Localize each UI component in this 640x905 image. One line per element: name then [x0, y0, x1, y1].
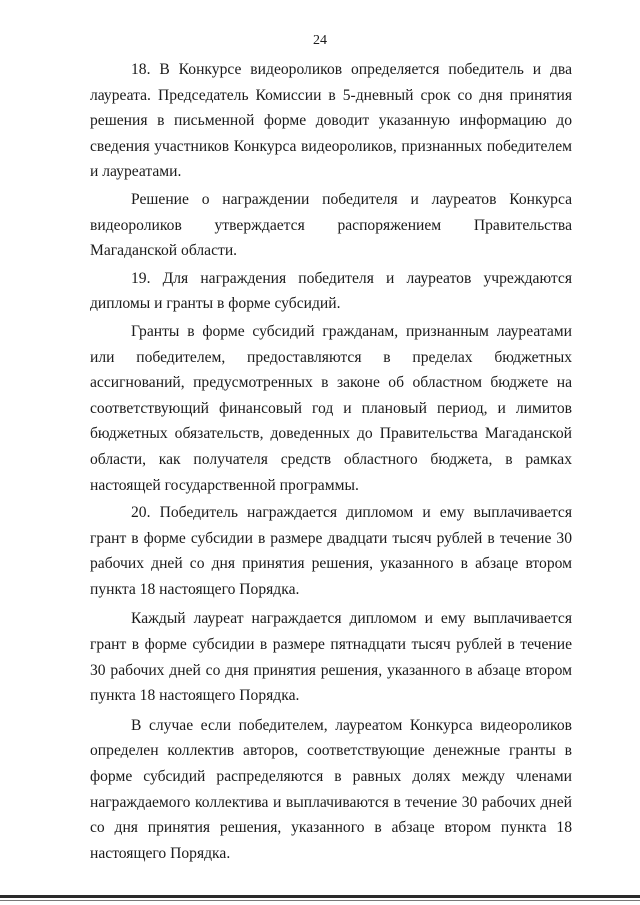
paragraph-18: 18. В Конкурсе видеороликов определяется победитель и два лауреата. Председатель Комиссии в 5-дневный срок со дня принятия решения в письменной форме доводит указанную информацию до сведения участников Конкурса видеороликов, признанных победителем и лауреатами.	[90, 61, 572, 181]
paragraph-19: 19. Для награждения победителя и лауреатов учреждаются дипломы и гранты в форме субсидий.	[90, 269, 572, 313]
page-number: 24	[313, 33, 327, 48]
paragraph-laureate: Каждый лауреат награждается дипломом и ему выплачивается грант в форме субсидии в размере пятнадцати тысяч рублей в течение 30 рабочих дней со дня принятия решения, указанного в абзаце втором пункта 18 настоящего Порядка.	[90, 610, 572, 705]
document-body	[90, 57, 572, 866]
paragraph-decision: Решение о награждении победителя и лауреатов Конкурса видеороликов утверждается распоряжением Правительства Магаданской области.	[90, 190, 572, 260]
bottom-border-thin	[0, 900, 640, 901]
paragraph-collective: В случае если победителем, лауреатом Конкурса видеороликов определен коллектив авторов, соответствующие денежные гранты в форме субсидий распределяются в равных долях между членами награждаемого коллектива и выплачиваются в течение 30 рабочих дней со дня принятия решения, указанного в абзаце втором пункта 18 настоящего Порядка.	[90, 716, 572, 862]
bottom-border	[0, 895, 640, 898]
paragraph-grants: Гранты в форме субсидий гражданам, признанным лауреатами или победителем, предоставляются в пределах бюджетных ассигнований, предусмотренных в законе об областном бюджете на соответствующий финансовый год и плановый период, и лимитов бюджетных обязательств, доведенных до Правительства Магаданской области, как получателя средств областного бюджета, в рамках настоящей государственной программы.	[90, 322, 572, 494]
paragraph-20: 20. Победитель награждается дипломом и ему выплачивается грант в форме субсидии в размере двадцати тысяч рублей в течение 30 рабочих дней со дня принятия решения, указанного в абзаце втором пункта 18 настоящего Порядка.	[90, 504, 572, 598]
